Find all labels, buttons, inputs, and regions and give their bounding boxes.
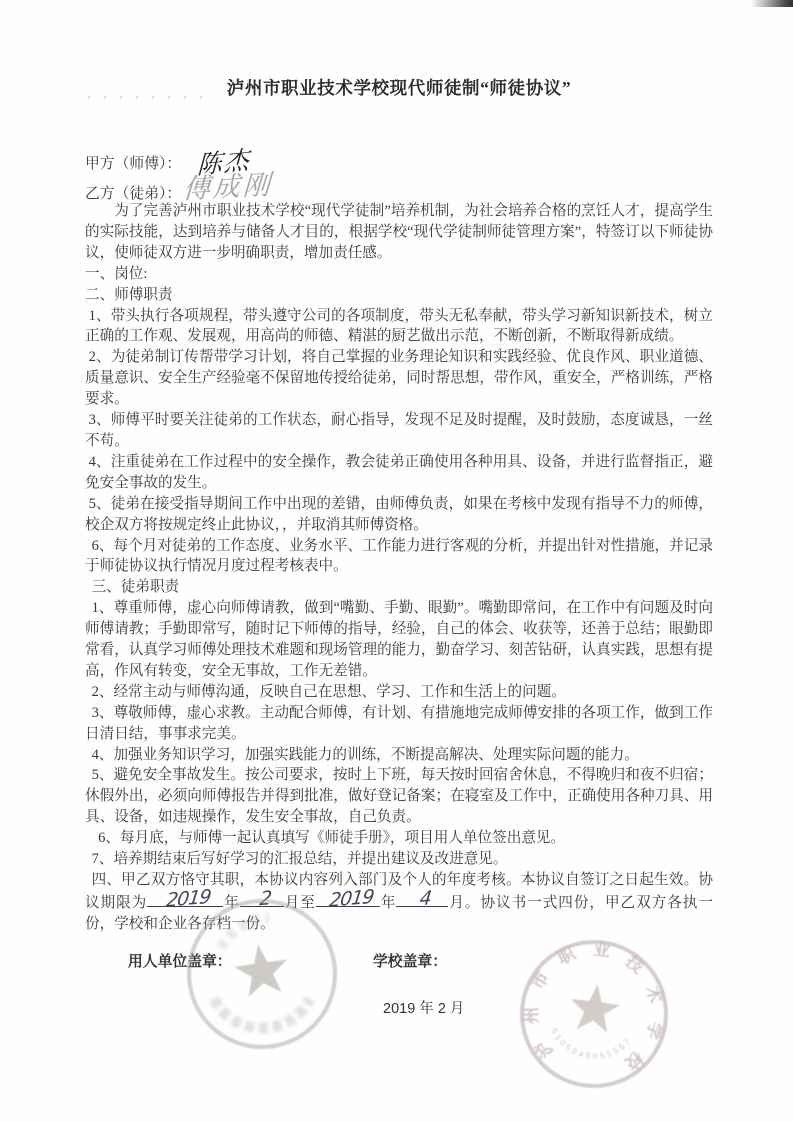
party-b-handwritten-name: 傅成刚 — [182, 169, 274, 206]
handwritten-start-month: 2 — [258, 887, 273, 911]
apprentice-duty-item: 3、尊敬师傅，虚心求教。主动配合师傅，有计划、有措施地完成师傅安排的各项工作，做到工作日清日结，事事求完美。 — [85, 704, 713, 742]
apprentice-duty-item: 7、培养期结束后写好学习的汇报总结，并提出建议及改进意见。 — [91, 851, 508, 868]
blank-start-year — [147, 885, 223, 912]
section-four-text-after: 协议书一式四份，甲乙双方各执一份，学校和企业各存档一份。 — [85, 894, 713, 932]
apprentice-duty-item: 4、加强业务知识学习，加强实践能力的训练，不断提高解决、处理实际问题的能力。 — [91, 746, 639, 763]
unit-month-to-label: 月至 — [283, 894, 316, 911]
master-duty-item: 5、徒弟在接受指导期间工作中出现的差错，由师傅负责，如果在考核中发现有指导不力的师傅，校企双方将按规定终止此协议，，并取消其师傅资格。 — [85, 495, 713, 533]
apprentice-duty-item: 5、避免安全事故发生。按公司要求，按时上下班，每天按时回宿舍休息，不得晚归和夜不归宿；休假外出，必须向师傅报告并得到批准，做好登记备案；在寝室及工作中，正确使用各种刀具、用具、设备，如违规操作，发生安全事故，自己负责。 — [85, 767, 713, 826]
master-duty-item: 6、每个月对徒弟的工作态度、业务水平、工作能力进行客观的分析，并提出针对性措施，并记录于师徒协议执行情况月度过程考核表中。 — [85, 537, 713, 575]
master-duty-item: 3、师傅平时要关注徒弟的工作状态，耐心指导，发现不足及时提醒，及时鼓励，态度诚恳，一丝不苟。 — [85, 412, 713, 449]
section-four-paragraph — [85, 870, 713, 935]
section-four-text-before: 四、甲乙双方恪守其职，本协议内容列入部门及个人的年度考核。本协议自签订之日起生效。协议期限为 — [85, 872, 713, 911]
signing-date: 2019 年 2 月 — [383, 1000, 465, 1017]
blank-end-year — [316, 885, 380, 912]
master-duty-item: 1、带头执行各项规程，带头遵守公司的各项制度，带头无私奉献，带头学习新知识新技术，树立正确的工作观、发展观，用高尚的师德、精湛的厨艺做出示范，不断创新，不断取得新成绩。 — [85, 307, 713, 345]
blank-start-month — [240, 887, 284, 911]
party-a-line — [85, 140, 713, 180]
party-b-line — [85, 167, 713, 206]
handwritten-start-year: 2019 — [165, 885, 213, 912]
apprentice-duty-item: 2、经常主动与师傅沟通，反映自己在思想、学习、工作和生活上的问题。 — [91, 683, 566, 700]
signature-footer — [85, 945, 713, 1085]
school-stamp-ring-text: 泸州市职业技术学校 — [521, 939, 666, 1073]
document-title: 泸州市职业技术学校现代师徒制“师徒协议” — [226, 78, 572, 98]
heading-master-duties: 二、师傅职责 — [85, 286, 173, 303]
unit-month-end-label: 月。 — [448, 894, 481, 911]
parties-block — [85, 140, 713, 206]
intro-paragraph: 为了完善泸州市职业技术学校“现代学徒制”培养机制，为社会培养合格的烹饪人才，提高学生的实际技能，达到培养与储备人才目的，根据学校“现代学徒制师徒管理方案”，特签订以下师徒协议，使师徒双方进一步明确职责，增加责任感。 — [85, 203, 713, 261]
school-stamp-serial-number: 5105045055567 — [549, 1026, 633, 1062]
handwritten-end-year: 2019 — [327, 885, 375, 912]
apprentice-duty-item: 6、每月底，与师傅一起认真填写《师徒手册》，项目用人单位签出意见。 — [98, 830, 566, 847]
apprentice-duty-item: 1、尊重师傅，虚心向师傅请教，做到“嘴勤、手勤、眼勤”。嘴勤即常问，在工作中有问题及时向师傅请教；手勤即常写，随时记下师傅的指导，经验，自己的体会、收获等，还善于总结；眼勤即常看，认真学习师傅处理技术难题和现场管理的能力，勤奋学习、刻苦钻研，认真实践，思想有提高，作风有转变，安全无事故，工作无差错。 — [85, 600, 713, 679]
scan-artifact-top-right — [751, 0, 793, 7]
document-content — [85, 0, 713, 1085]
master-duty-item: 4、注重徒弟在工作过程中的安全操作，教会徒弟正确使用各种用具、设备，并进行监督指正，避免安全事故的发生。 — [85, 453, 713, 491]
master-duty-item: 2、为徒弟制订传帮带学习计划，将自己掌握的业务理论知识和实践经验、优良作风、职业道德、质量意识、安全生产经验毫不保留地传授给徒弟，同时帮思想，带作风，重安全，严格训练，严格要求。 — [85, 349, 713, 408]
party-a-label: 甲方（师傅）： — [85, 156, 182, 172]
unit-year-label-2: 年 — [379, 894, 397, 911]
heading-post: 一、岗位: — [85, 265, 148, 282]
handwritten-end-month: 4 — [418, 887, 433, 911]
employer-seal-label: 用人单位盖章： — [128, 953, 232, 970]
school-seal-label: 学校盖章： — [373, 953, 447, 970]
blank-end-month — [396, 887, 448, 911]
heading-apprentice-duties: 三、徒弟职责 — [91, 579, 180, 596]
unit-year-label: 年 — [223, 894, 240, 911]
party-a-handwritten-name: 陈杰 — [196, 145, 252, 180]
party-b-label: 乙方（徒弟）： — [85, 186, 182, 202]
